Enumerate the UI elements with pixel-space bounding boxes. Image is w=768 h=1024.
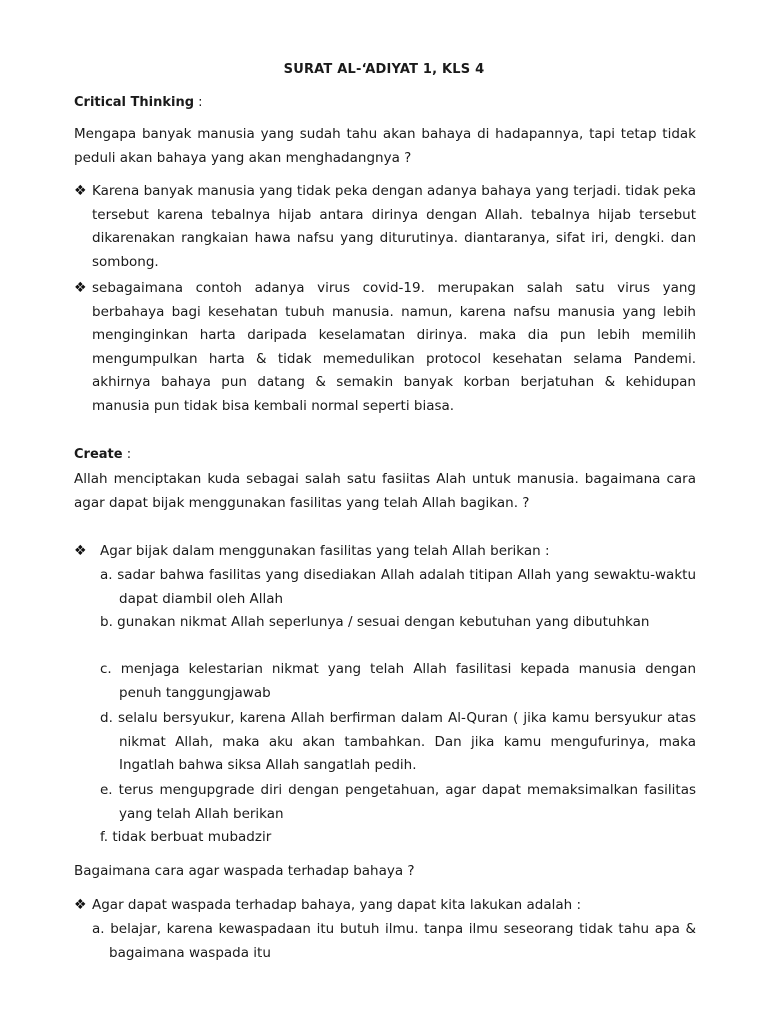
create-bullet-intro: Agar bijak dalam menggunakan fasilitas yang telah Allah berikan : bbox=[100, 543, 550, 559]
create-item-c bbox=[100, 658, 696, 705]
create-item-a-text: sadar bahwa fasilitas yang disediakan Allah adalah titipan Allah yang sewaktu-waktu dapat diambil oleh Allah bbox=[117, 567, 696, 607]
create-item-f-letter: f. bbox=[100, 829, 109, 845]
critical-thinking-answer-2: sebagaimana contoh adanya virus covid-19. merupakan salah satu virus yang berbahaya bagi kesehatan tubuh manusia. namun, karena nafsu manusia yang lebih menginginkan harta daripada keselamatan dirinya. maka dia pun lebih memilih mengumpulkan harta & tidak memedulikan protocol kesehatan selama Pandemi. akhirnya bahaya pun datang & semakin banyak korban berjatuhan & kehidupan manusia pun tidak bisa kembali normal seperti biasa. bbox=[92, 280, 696, 414]
create-item-e bbox=[100, 779, 696, 826]
create-item-b-text: gunakan nikmat Allah seperlunya / sesuai dengan kebutuhan yang dibutuhkan bbox=[117, 614, 650, 630]
waspada-item-a-letter: a. bbox=[92, 921, 105, 937]
create-heading bbox=[74, 447, 131, 462]
waspada-item-a bbox=[92, 918, 696, 965]
bullet-diamond-icon: ❖ bbox=[74, 543, 87, 559]
create-item-b-letter: b. bbox=[100, 614, 113, 630]
create-item-a bbox=[100, 564, 696, 611]
bullet-diamond-icon: ❖ bbox=[74, 183, 87, 199]
create-item-c-text: menjaga kelestarian nikmat yang telah Allah fasilitasi kepada manusia dengan penuh tanggungjawab bbox=[119, 661, 697, 701]
create-item-b bbox=[100, 611, 696, 635]
create-heading-colon: : bbox=[122, 447, 132, 462]
critical-thinking-answer-1: Karena banyak manusia yang tidak peka dengan adanya bahaya yang terjadi. tidak peka tersebut karena tebalnya hijab antara dirinya dengan Allah. tebalnya hijab tersebut dikarenakan rangkaian hawa nafsu yang diturutinya. diantaranya, sifat iri, dengki. dan sombong. bbox=[92, 183, 696, 270]
critical-thinking-heading-colon: : bbox=[194, 95, 203, 110]
create-item-c-letter: c. bbox=[100, 661, 112, 677]
create-item-a-letter: a. bbox=[100, 567, 113, 583]
create-item-f-text: tidak berbuat mubadzir bbox=[112, 829, 272, 845]
waspada-question: Bagaimana cara agar waspada terhadap bahaya ? bbox=[74, 863, 415, 879]
create-item-e-letter: e. bbox=[100, 782, 113, 798]
critical-thinking-heading-label: Critical Thinking bbox=[74, 95, 195, 110]
document-title: SURAT AL-‘ADIYAT 1, KLS 4 bbox=[283, 62, 485, 77]
create-item-e-text: terus mengupgrade diri dengan pengetahuan, agar dapat memaksimalkan fasilitas yang telah Allah berikan bbox=[118, 782, 696, 822]
create-heading-label: Create bbox=[74, 447, 123, 462]
create-question: Allah menciptakan kuda sebagai salah satu fasiitas Alah untuk manusia. bagaimana cara agar dapat bijak menggunakan fasilitas yang telah Allah bagikan. ? bbox=[74, 471, 696, 511]
create-item-d-text: selalu bersyukur, karena Allah berfirman dalam Al-Quran ( jika kamu bersyukur atas nikmat Allah, maka aku akan tambahkan. Dan jika kamu mengufurinya, maka Ingatlah bahwa siksa Allah sangatlah pedih. bbox=[117, 710, 696, 773]
waspada-bullet-intro: Agar dapat waspada terhadap bahaya, yang dapat kita lakukan adalah : bbox=[92, 897, 582, 913]
critical-thinking-question: Mengapa banyak manusia yang sudah tahu akan bahaya di hadapannya, tapi tetap tidak peduli akan bahaya yang akan menghadangnya ? bbox=[74, 126, 696, 166]
waspada-item-a-text: belajar, karena kewaspadaan itu butuh ilmu. tanpa ilmu seseorang tidak tahu apa & bagaimana waspada itu bbox=[109, 921, 697, 961]
create-item-d-letter: d. bbox=[100, 710, 113, 726]
critical-thinking-heading bbox=[74, 95, 203, 110]
bullet-diamond-icon: ❖ bbox=[74, 280, 87, 296]
create-item-d bbox=[100, 707, 696, 778]
create-item-f bbox=[100, 826, 696, 850]
bullet-diamond-icon: ❖ bbox=[74, 897, 87, 913]
